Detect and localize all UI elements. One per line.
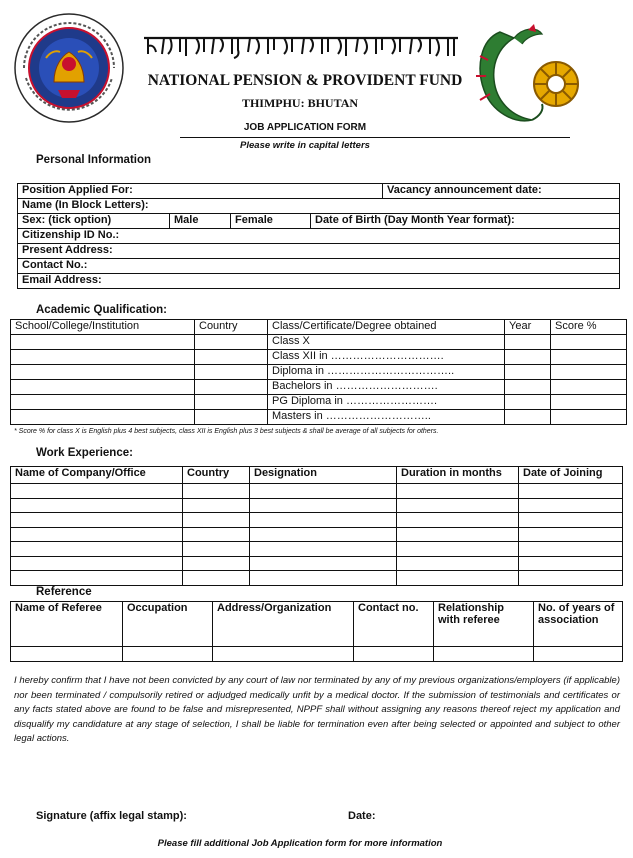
reference-heading: Reference bbox=[36, 586, 92, 598]
school-cell[interactable] bbox=[11, 335, 195, 350]
relationship-cell[interactable] bbox=[434, 647, 534, 662]
joining-cell[interactable] bbox=[519, 571, 623, 586]
table-row bbox=[11, 527, 623, 542]
work-col-duration: Duration in months bbox=[397, 467, 519, 484]
dob-field[interactable]: Date of Birth (Day Month Year format): bbox=[311, 214, 620, 229]
year-cell[interactable] bbox=[505, 410, 551, 425]
score-cell[interactable] bbox=[551, 335, 627, 350]
class-cell[interactable]: Diploma in …………………………….. bbox=[268, 365, 505, 380]
signature-field[interactable]: Signature (affix legal stamp): bbox=[36, 810, 187, 822]
score-note: * Score % for class X is English plus 4 best subjects, class XII is English plus 3 best subjects & shall be average of all subjects for others. bbox=[14, 428, 439, 435]
table-row bbox=[11, 410, 627, 425]
country-cell[interactable] bbox=[183, 571, 250, 586]
table-row bbox=[11, 350, 627, 365]
dragon-emblem-icon bbox=[470, 20, 592, 128]
school-cell[interactable] bbox=[11, 410, 195, 425]
class-cell[interactable]: Masters in ……………………….. bbox=[268, 410, 505, 425]
table-row bbox=[11, 484, 623, 499]
declaration-text: I hereby confirm that I have not been convicted by any court of law nor terminated by any of my previous organizations/employers (if applicable) nor been terminated / compulsorily retired or adjudged medically unfit by a medical doctor. If the submission of testimonials and certificates or any facts stated above are found to be false and misrepresented, NPPF shall without assigning any reasons thereof reject my application and disqualify my candidature at any stage of selection, I shall be liable for termination even after being selected or appointed and subject to other legal actions. bbox=[14, 675, 620, 744]
academic-col-year: Year bbox=[505, 320, 551, 335]
country-cell[interactable] bbox=[195, 350, 268, 365]
country-cell[interactable] bbox=[183, 498, 250, 513]
duration-cell[interactable] bbox=[397, 513, 519, 528]
year-cell[interactable] bbox=[505, 380, 551, 395]
score-cell[interactable] bbox=[551, 350, 627, 365]
joining-cell[interactable] bbox=[519, 542, 623, 557]
duration-cell[interactable] bbox=[397, 571, 519, 586]
company-cell[interactable] bbox=[11, 556, 183, 571]
vacancy-date-field[interactable]: Vacancy announcement date: bbox=[383, 184, 620, 199]
duration-cell[interactable] bbox=[397, 542, 519, 557]
class-cell[interactable]: Bachelors in ………………………. bbox=[268, 380, 505, 395]
country-cell[interactable] bbox=[183, 513, 250, 528]
email-field[interactable]: Email Address: bbox=[18, 274, 620, 289]
class-cell[interactable]: Class X bbox=[268, 335, 505, 350]
score-cell[interactable] bbox=[551, 365, 627, 380]
class-cell[interactable]: Class XII in …………………………. bbox=[268, 350, 505, 365]
referee-name-cell[interactable] bbox=[11, 647, 123, 662]
academic-col-score: Score % bbox=[551, 320, 627, 335]
class-cell[interactable]: PG Diploma in ……………………. bbox=[268, 395, 505, 410]
country-cell[interactable] bbox=[195, 380, 268, 395]
year-cell[interactable] bbox=[505, 395, 551, 410]
duration-cell[interactable] bbox=[397, 527, 519, 542]
org-city: THIMPHU: BHUTAN bbox=[241, 96, 359, 110]
country-cell[interactable] bbox=[183, 542, 250, 557]
designation-cell[interactable] bbox=[250, 513, 397, 528]
joining-cell[interactable] bbox=[519, 498, 623, 513]
duration-cell[interactable] bbox=[397, 484, 519, 499]
org-name: NATIONAL PENSION & PROVIDENT FUND bbox=[147, 72, 463, 89]
designation-cell[interactable] bbox=[250, 484, 397, 499]
designation-cell[interactable] bbox=[250, 498, 397, 513]
name-field[interactable]: Name (In Block Letters): bbox=[18, 199, 620, 214]
country-cell[interactable] bbox=[195, 365, 268, 380]
sex-label: Sex: (tick option) bbox=[18, 214, 170, 229]
company-cell[interactable] bbox=[11, 498, 183, 513]
ref-col-years: No. of years of association bbox=[534, 602, 623, 647]
school-cell[interactable] bbox=[11, 395, 195, 410]
score-cell[interactable] bbox=[551, 395, 627, 410]
company-cell[interactable] bbox=[11, 542, 183, 557]
score-cell[interactable] bbox=[551, 380, 627, 395]
school-cell[interactable] bbox=[11, 365, 195, 380]
npp-seal-icon bbox=[10, 12, 128, 124]
ref-col-name: Name of Referee bbox=[11, 602, 123, 647]
present-address-field[interactable]: Present Address: bbox=[18, 244, 620, 259]
sex-female-option[interactable]: Female bbox=[231, 214, 311, 229]
country-cell[interactable] bbox=[195, 335, 268, 350]
cid-field[interactable]: Citizenship ID No.: bbox=[18, 229, 620, 244]
academic-col-class: Class/Certificate/Degree obtained bbox=[268, 320, 505, 335]
country-cell[interactable] bbox=[183, 527, 250, 542]
ref-col-occupation: Occupation bbox=[123, 602, 213, 647]
academic-col-country: Country bbox=[195, 320, 268, 335]
address-cell[interactable] bbox=[213, 647, 354, 662]
country-cell[interactable] bbox=[195, 395, 268, 410]
dzongkha-title-icon bbox=[140, 30, 470, 62]
year-cell[interactable] bbox=[505, 365, 551, 380]
reference-table bbox=[10, 601, 623, 662]
form-subtitle: Please write in capital letters bbox=[240, 140, 370, 151]
academic-col-school: School/College/Institution bbox=[11, 320, 195, 335]
designation-cell[interactable] bbox=[250, 527, 397, 542]
company-cell[interactable] bbox=[11, 484, 183, 499]
table-row bbox=[11, 513, 623, 528]
school-cell[interactable] bbox=[11, 350, 195, 365]
table-row bbox=[11, 498, 623, 513]
duration-cell[interactable] bbox=[397, 498, 519, 513]
form-title: JOB APPLICATION FORM bbox=[243, 122, 367, 133]
table-row bbox=[11, 395, 627, 410]
work-col-designation: Designation bbox=[250, 467, 397, 484]
ref-col-contact: Contact no. bbox=[354, 602, 434, 647]
occupation-cell[interactable] bbox=[123, 647, 213, 662]
designation-cell[interactable] bbox=[250, 556, 397, 571]
country-cell[interactable] bbox=[183, 484, 250, 499]
ref-col-address: Address/Organization bbox=[213, 602, 354, 647]
joining-cell[interactable] bbox=[519, 484, 623, 499]
score-cell[interactable] bbox=[551, 410, 627, 425]
date-field[interactable]: Date: bbox=[348, 810, 376, 822]
personal-table bbox=[17, 183, 620, 289]
footer-note: Please fill additional Job Application form for more information bbox=[157, 838, 443, 849]
joining-cell[interactable] bbox=[519, 556, 623, 571]
table-row bbox=[11, 542, 623, 557]
table-row bbox=[11, 647, 623, 662]
contact-cell[interactable] bbox=[354, 647, 434, 662]
year-cell[interactable] bbox=[505, 350, 551, 365]
table-row bbox=[11, 556, 623, 571]
academic-table bbox=[10, 319, 627, 425]
work-heading: Work Experience: bbox=[36, 447, 133, 459]
table-row bbox=[11, 380, 627, 395]
year-cell[interactable] bbox=[505, 335, 551, 350]
designation-cell[interactable] bbox=[250, 571, 397, 586]
position-applied-field[interactable]: Position Applied For: bbox=[18, 184, 383, 199]
country-cell[interactable] bbox=[195, 410, 268, 425]
joining-cell[interactable] bbox=[519, 513, 623, 528]
title-divider bbox=[180, 137, 570, 138]
duration-cell[interactable] bbox=[397, 556, 519, 571]
years-cell[interactable] bbox=[534, 647, 623, 662]
company-cell[interactable] bbox=[11, 571, 183, 586]
table-row bbox=[11, 571, 623, 586]
ref-col-relationship: Relationship with referee bbox=[434, 602, 534, 647]
school-cell[interactable] bbox=[11, 380, 195, 395]
contact-field[interactable]: Contact No.: bbox=[18, 259, 620, 274]
joining-cell[interactable] bbox=[519, 527, 623, 542]
work-col-joining: Date of Joining bbox=[519, 467, 623, 484]
work-col-country: Country bbox=[183, 467, 250, 484]
table-row bbox=[11, 365, 627, 380]
country-cell[interactable] bbox=[183, 556, 250, 571]
company-cell[interactable] bbox=[11, 513, 183, 528]
work-col-company: Name of Company/Office bbox=[11, 467, 183, 484]
academic-heading: Academic Qualification: bbox=[36, 304, 168, 316]
personal-heading: Personal Information bbox=[36, 154, 152, 166]
table-row bbox=[11, 335, 627, 350]
designation-cell[interactable] bbox=[250, 542, 397, 557]
company-cell[interactable] bbox=[11, 527, 183, 542]
work-table bbox=[10, 466, 623, 586]
sex-male-option[interactable]: Male bbox=[170, 214, 231, 229]
